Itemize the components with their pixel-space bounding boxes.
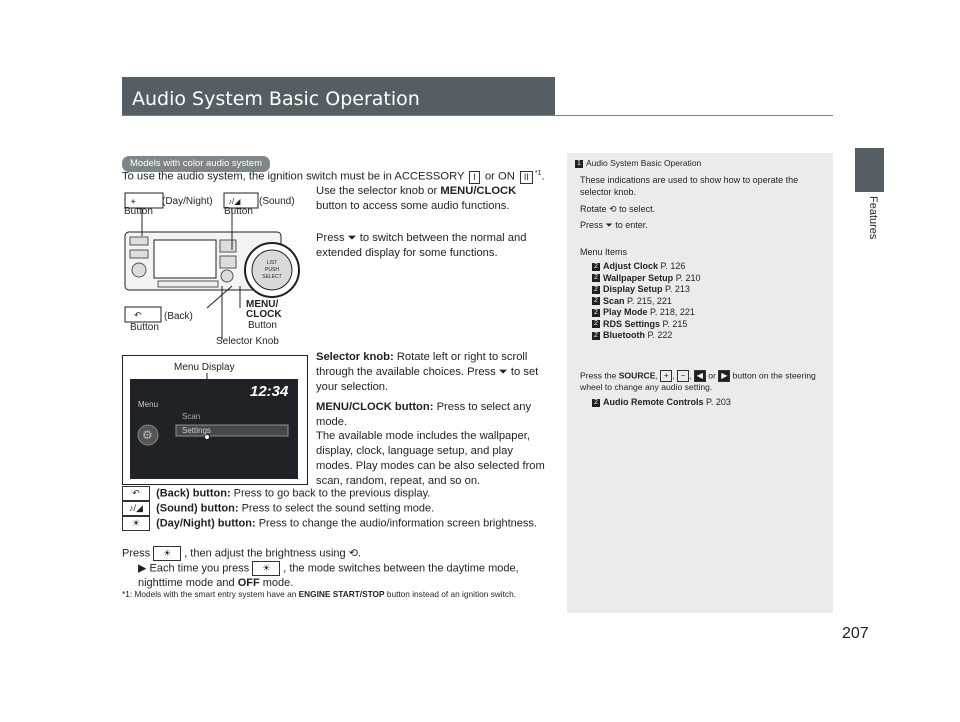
menu-label-3: Button [248,320,277,331]
menu-label-1: MENU/ [246,299,279,310]
daynight-button-row: ☀ (Day/Night) button: Press to change the audio/information screen brightness. [122,516,552,531]
ref-link[interactable]: 2 RDS Settings P. 215 [592,319,701,331]
footnote: *1: Models with the smart entry system have an ENGINE START/STOP button instead of an ignition switch. [122,589,516,599]
daynight-icon: ☀ [153,546,181,561]
sidebar-menu-items: Menu Items [580,247,628,257]
menu-label-2: CLOCK [246,309,282,320]
ref-link[interactable]: 2 Bluetooth P. 222 [592,330,701,342]
press-paragraph: Press ⏷ to switch between the normal and extended display for some functions. [316,232,527,259]
svg-text:SELECT: SELECT [262,274,282,280]
svg-text:☀: ☀ [130,199,137,206]
menu-item-scan: Scan [182,412,201,421]
selector-knob-paragraph: Selector knob: Rotate left or right to scroll through the available choices. Press ⏷ to set your selection. [316,351,539,393]
section-label: Features [867,196,879,240]
daynight-icon: ☀ [122,516,150,531]
left-arrow-icon: ◀ [694,370,706,382]
audio-unit-figure [122,190,312,345]
back-button-label: Button [130,322,159,333]
intro-text: To use the audio system, the ignition switch must be in ACCESSORY I or ON II $^{*1}$. [122,170,545,183]
modes-paragraph: The available mode includes the wallpaper, display, clock, language setup, and play modes. Play modes can be also selected from scan, random, repeat, and so on. [316,430,545,487]
models-badge: Models with color audio system [122,156,270,172]
ref-link[interactable]: 2 Scan P. 215, 221 [592,296,701,308]
sound-label: (Sound) [259,196,295,207]
sidebar-source: Press the SOURCE, + , − , ◀ or ▶ button on the steering wheel to change any audio setting. [580,370,816,392]
title-rule [122,115,833,116]
page-title: Audio System Basic Operation [132,88,420,110]
back-icon: ↶ [122,486,150,501]
push-knob-icon: ⏷ [498,366,508,378]
menu-display-figure [122,355,308,485]
right-arrow-icon: ▶ [718,370,730,382]
svg-text:LIST: LIST [266,260,278,266]
push-knob-icon: ⏷ [347,232,357,244]
plus-icon: + [660,370,672,382]
sound-icon: ♪/◢ [122,501,150,516]
rotate-knob-icon: ⟲ [609,204,617,214]
page-number: 207 [842,625,869,642]
svg-text:↶: ↶ [134,310,142,320]
sound-button-row: ♪/◢ (Sound) button: Press to select the sound setting mode. [122,501,434,516]
section-tab [855,148,884,192]
svg-text:♪/◢: ♪/◢ [228,197,241,206]
accessory-key: I [469,171,480,184]
on-key: II [520,171,533,184]
sidebar-press: Press ⏷ to enter. [580,220,648,230]
svg-text:PUSH: PUSH [265,267,279,273]
selector-knob-label: Selector Knob [216,336,279,345]
daynight-button-label: Button [124,206,153,217]
sidebar-ref-list [592,261,701,342]
daynight-label: (Day/Night) [162,196,213,207]
clock-display: 12:34 [250,383,289,400]
rotate-knob-icon: ⟲ [348,547,358,560]
ref-link[interactable]: 2 Play Mode P. 218, 221 [592,307,701,319]
ref-link[interactable]: 2 Adjust Clock P. 126 [592,261,701,273]
back-label: (Back) [164,311,193,322]
use-paragraph: Use the selector knob or MENU/CLOCK button to access some audio functions. [316,185,517,212]
sound-button-label: Button [224,206,253,217]
each-time-line: ▶ Each time you press ☀ , the mode switches between the daytime mode, nighttime mode and OFF mode. [138,562,519,589]
ref-link[interactable]: 2 Wallpaper Setup P. 210 [592,273,701,285]
back-button-row: ↶ (Back) button: Press to go back to the previous display. [122,486,430,501]
ref-link[interactable]: 2 Audio Remote Controls P. 203 [592,397,731,409]
svg-text:⚙: ⚙ [142,428,153,442]
ref-link[interactable]: 2 Display Setup P. 213 [592,284,701,296]
menu-item-settings: Settings [182,426,211,435]
minus-icon: − [677,370,689,382]
daynight-icon: ☀ [252,561,280,576]
menu-display-label: Menu Display [174,362,235,373]
brightness-line: Press ☀ , then adjust the brightness using ⟲. [122,547,361,560]
menu-title: Menu [138,400,159,409]
push-knob-icon: ⏷ [605,220,613,230]
menu-clock-paragraph: MENU/CLOCK button: Press to select any mode. [316,401,532,428]
sidebar-heading: 1 Audio System Basic Operation [575,158,701,168]
sidebar-rotate: Rotate ⟲ to select. [580,204,656,214]
sidebar-intro: These indications are used to show how to operate the selector knob. [580,175,799,197]
